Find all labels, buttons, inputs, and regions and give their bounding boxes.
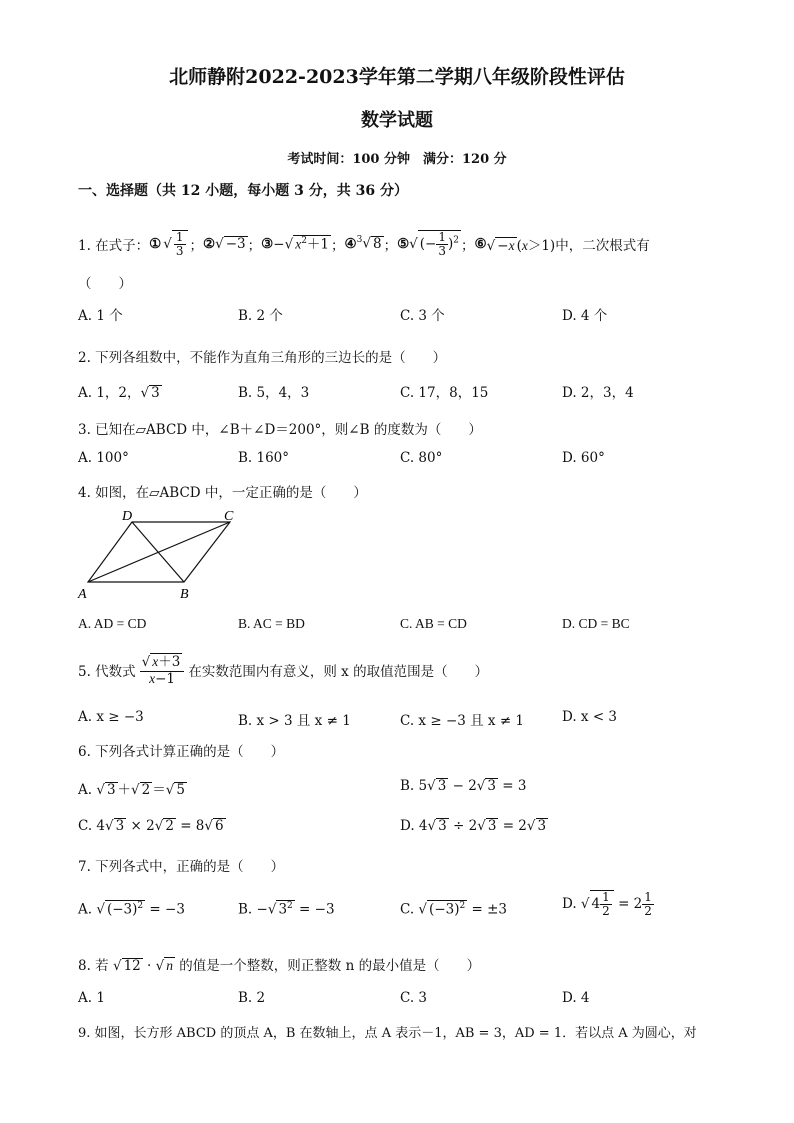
q7-option-a: A. √ $(-3)^2 = -3$: [78, 901, 185, 918]
q7-option-d: D. √ 4 $\frac{1}{2}$ = 2 $\frac{1}{2}$: [562, 889, 652, 919]
parallelogram-figure: [74, 510, 244, 602]
diagonal-bd: [132, 522, 184, 582]
q1-option-c: C. 3 个: [400, 308, 445, 324]
exam-subject: 数学试题: [361, 110, 433, 131]
label-b: B: [180, 587, 189, 602]
question-7: 7. 下列各式中，正确的是（ ）: [78, 859, 285, 875]
q1-expr-4: $^3$√ 8: [356, 235, 382, 252]
q1-item-4: ④: [344, 236, 357, 252]
q1-expr-5: √ (− $\frac{1}{3}$ )$^2$: [409, 229, 460, 258]
q7-option-b: B. −√ $3^2 = -3$: [238, 901, 335, 918]
exam-meta: 考试时间：100 分钟 满分：120 分: [287, 152, 507, 167]
q1-option-b: B. 2 个: [238, 308, 283, 324]
q8-option-d: D. 4: [562, 990, 590, 1006]
q4-option-d: D. CD = BC: [562, 616, 630, 631]
label-d: D: [122, 510, 133, 524]
q7-option-c: C. √ $(-3)^2 = \pm 3$: [400, 901, 508, 918]
label-a: A: [78, 587, 87, 602]
q8-option-a: A. 1: [78, 990, 105, 1006]
q5-option-c: C. x ≥ −3 且 x ≠ 1: [400, 713, 525, 729]
q6-option-a: A. √ 3 ＋√ 2 ＝√ 5: [78, 782, 185, 798]
question-3: 3. 已知在▱ABCD 中，∠B＋∠D＝200°，则∠B 的度数为（ ）: [78, 422, 482, 438]
q5-fraction: $\frac{√ x+3}{x-1}$: [140, 653, 185, 686]
q2-option-d: D. 2，3，4: [562, 385, 634, 401]
q5-option-d: D. x < 3: [562, 709, 618, 725]
q4-option-b: B. AC = BD: [238, 616, 305, 631]
q1-tail: 中，二次根式有: [555, 238, 650, 254]
q1-item-6: ⑥: [474, 236, 487, 252]
q1-prefix: 1. 在式子：: [78, 238, 150, 254]
q3-option-d: D. 60°: [562, 450, 605, 466]
q6-option-d: D. 4√ 3 ÷ 2√ 3 = 2√ 3: [400, 818, 547, 834]
section-heading: 一、选择题（共 12 小题，每小题 3 分，共 36 分）: [78, 183, 408, 199]
q1-option-a: A. 1 个: [78, 308, 123, 324]
q1-item-5: ⑤: [397, 236, 410, 252]
q1-item-1: ①: [149, 236, 162, 252]
q5-option-b: B. x > 3 且 x ≠ 1: [238, 713, 351, 729]
q6-option-b: B. 5√ 3 − 2√ 3 = 3: [400, 778, 527, 794]
q2-option-c: C. 17，8，15: [400, 385, 489, 401]
q4-option-a: A. AD = CD: [78, 616, 147, 631]
q3-option-c: C. 80°: [400, 450, 443, 466]
q1-item-2: ②: [203, 236, 216, 252]
question-2: 2. 下列各组数中，不能作为直角三角形的三边长的是（ ）: [78, 350, 447, 366]
q5-prefix: 5. 代数式: [78, 664, 136, 680]
label-c: C: [224, 510, 234, 524]
q1-expr-1: √ $\frac{1}{3}$: [163, 230, 187, 258]
question-4: 4. 如图，在▱ABCD 中，一定正确的是（ ）: [78, 485, 367, 501]
q8-option-c: C. 3: [400, 990, 428, 1006]
q1-expr-6: √ −x (x＞1): [486, 237, 556, 254]
q8-option-b: B. 2: [238, 990, 266, 1006]
question-1: 1. 在式子： ① √ $\frac{1}{3}$ ； ② √ −3 ； ③ −√ $x^2+1$ ； ④ $^3$√ 8 ； ⑤ √ (− $\frac{1}{3}$ )$^2$ ； ⑥ √ −x (x＞1) 中，二次根式有: [78, 229, 650, 258]
q3-option-b: B. 160°: [238, 450, 290, 466]
q5-suffix: 在实数范围内有意义，则 x 的取值范围是（ ）: [188, 664, 489, 680]
question-8: 8. 若 √ 12 · √ n 的值是一个整数，则正整数 n 的最小值是（ ）: [78, 958, 481, 974]
q1-expr-3: −√ $x^2+1$: [273, 235, 330, 253]
question-6: 6. 下列各式计算正确的是（ ）: [78, 744, 285, 760]
q2-option-a: A. 1，2，√ 3: [78, 385, 160, 401]
q1-item-3: ③: [261, 236, 274, 252]
q1-option-d: D. 4 个: [562, 308, 608, 324]
q1-paren: （ ）: [78, 276, 132, 292]
question-9: 9. 如图，长方形 ABCD 的顶点 A，B 在数轴上，点 A 表示－1，AB = 3，AD = 1．若以点 A 为圆心，对: [78, 1026, 697, 1041]
question-5: [78, 648, 488, 692]
q5-option-a: A. x ≥ −3: [78, 709, 144, 725]
q4-option-c: C. AB = CD: [400, 616, 467, 631]
q2-option-b: B. 5，4，3: [238, 385, 310, 401]
q3-option-a: A. 100°: [78, 450, 129, 466]
exam-title: 北师静附2022-2023学年第二学期八年级阶段性评估: [169, 66, 625, 88]
q1-expr-2: √ −3: [215, 235, 246, 252]
q6-option-c: C. 4√ 3 × 2√ 2 = 8√ 6: [78, 818, 224, 834]
